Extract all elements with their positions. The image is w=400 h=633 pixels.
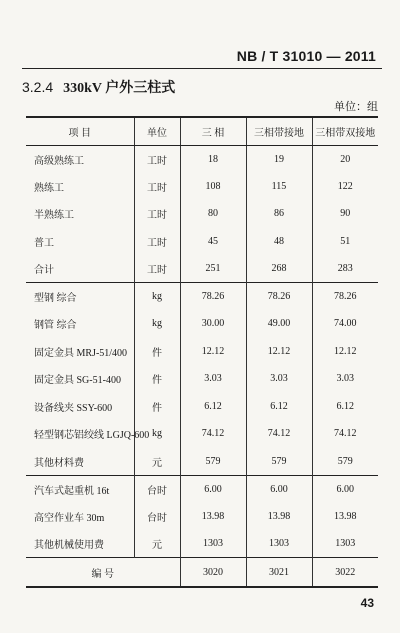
table-group [26,475,378,558]
table-row [26,228,378,256]
three-phase-double-grounded-cell: 6.12 [312,393,378,421]
item-name-cell: 设备线夹 SSY-600 [26,393,134,421]
item-name-cell: 其他机械使用费 [26,530,134,558]
item-name-cell: 高级熟练工 [26,145,134,173]
table-group [26,145,378,283]
unit-cell: kg [134,420,180,448]
three-phase-cell: 80 [180,200,246,228]
three-phase-grounded-cell: 3.03 [246,365,312,393]
three-phase-double-grounded-cell: 122 [312,173,378,201]
table-row [26,200,378,228]
table-header-row [26,117,378,145]
footer-code-cell: 3020 [180,558,246,588]
three-phase-grounded-cell: 6.00 [246,475,312,503]
three-phase-double-grounded-cell: 51 [312,228,378,256]
table-group [26,283,378,476]
three-phase-grounded-cell: 12.12 [246,338,312,366]
item-name-cell: 固定金具 SG-51-400 [26,365,134,393]
item-name-cell: 固定金具 MRJ-51/400 [26,338,134,366]
three-phase-cell: 30.00 [180,310,246,338]
three-phase-grounded-cell: 48 [246,228,312,256]
item-name-cell: 合计 [26,255,134,283]
three-phase-grounded-cell: 268 [246,255,312,283]
unit-cell: 元 [134,530,180,558]
three-phase-grounded-cell: 1303 [246,530,312,558]
item-name-cell: 型钢 综合 [26,283,134,311]
unit-cell: 工时 [134,228,180,256]
quota-table [26,116,378,588]
footer-code-cell: 3022 [312,558,378,588]
table-footer-row [26,558,378,588]
three-phase-double-grounded-cell: 3.03 [312,365,378,393]
header-unit: 单位 [134,117,180,145]
header-three-phase-double-grounded: 三相带双接地 [312,117,378,145]
three-phase-double-grounded-cell: 283 [312,255,378,283]
unit-cell: kg [134,283,180,311]
item-name-cell: 轻型钢芯铝绞线 LGJQ-600 [26,420,134,448]
three-phase-double-grounded-cell: 1303 [312,530,378,558]
item-name-cell: 其他材料费 [26,448,134,476]
three-phase-double-grounded-cell: 74.00 [312,310,378,338]
three-phase-cell: 251 [180,255,246,283]
three-phase-double-grounded-cell: 20 [312,145,378,173]
unit-cell: 件 [134,338,180,366]
three-phase-grounded-cell: 86 [246,200,312,228]
section-heading [22,77,175,97]
table-row [26,365,378,393]
three-phase-cell: 45 [180,228,246,256]
item-name-cell: 钢管 综合 [26,310,134,338]
three-phase-grounded-cell: 49.00 [246,310,312,338]
table-row [26,255,378,283]
unit-cell: kg [134,310,180,338]
table-row [26,338,378,366]
header-three-phase-grounded: 三相带接地 [246,117,312,145]
table-row [26,393,378,421]
three-phase-double-grounded-cell: 74.12 [312,420,378,448]
three-phase-grounded-cell: 115 [246,173,312,201]
section-title: 330kV 户外三柱式 [63,81,176,96]
unit-cell: 工时 [134,173,180,201]
three-phase-double-grounded-cell: 12.12 [312,338,378,366]
item-name-cell: 高空作业车 30m [26,503,134,531]
three-phase-grounded-cell: 6.12 [246,393,312,421]
three-phase-cell: 108 [180,173,246,201]
table-row [26,448,378,476]
item-name-cell: 普工 [26,228,134,256]
three-phase-cell: 3.03 [180,365,246,393]
item-name-cell: 半熟练工 [26,200,134,228]
table-row [26,503,378,531]
three-phase-grounded-cell: 78.26 [246,283,312,311]
three-phase-cell: 6.00 [180,475,246,503]
three-phase-double-grounded-cell: 579 [312,448,378,476]
section-number: 3.2.4 [22,79,54,95]
table-row [26,420,378,448]
item-name-cell: 熟练工 [26,173,134,201]
three-phase-grounded-cell: 19 [246,145,312,173]
table-row [26,145,378,173]
three-phase-double-grounded-cell: 13.98 [312,503,378,531]
table-row [26,475,378,503]
page-number: 43 [360,596,374,610]
footer-label-cell: 编 号 [26,558,180,588]
header-item: 项 目 [26,117,134,145]
unit-cell: 工时 [134,200,180,228]
three-phase-cell: 579 [180,448,246,476]
three-phase-cell: 74.12 [180,420,246,448]
unit-cell: 件 [134,365,180,393]
unit-cell: 工时 [134,255,180,283]
table-row [26,173,378,201]
three-phase-grounded-cell: 579 [246,448,312,476]
table-row [26,283,378,311]
footer-code-cell: 3021 [246,558,312,588]
header-rule [22,68,382,69]
three-phase-cell: 78.26 [180,283,246,311]
unit-cell: 台时 [134,503,180,531]
standard-code: NB / T 31010 — 2011 [236,48,376,64]
unit-note: 单位：组 [334,101,378,113]
three-phase-cell: 12.12 [180,338,246,366]
unit-cell: 工时 [134,145,180,173]
three-phase-cell: 13.98 [180,503,246,531]
three-phase-grounded-cell: 74.12 [246,420,312,448]
table-row [26,530,378,558]
three-phase-cell: 1303 [180,530,246,558]
unit-cell: 元 [134,448,180,476]
three-phase-cell: 6.12 [180,393,246,421]
header-three-phase: 三 相 [180,117,246,145]
three-phase-double-grounded-cell: 90 [312,200,378,228]
unit-cell: 台时 [134,475,180,503]
item-name-cell: 汽车式起重机 16t [26,475,134,503]
three-phase-double-grounded-cell: 78.26 [312,283,378,311]
table-row [26,310,378,338]
unit-cell: 件 [134,393,180,421]
three-phase-cell: 18 [180,145,246,173]
three-phase-grounded-cell: 13.98 [246,503,312,531]
three-phase-double-grounded-cell: 6.00 [312,475,378,503]
